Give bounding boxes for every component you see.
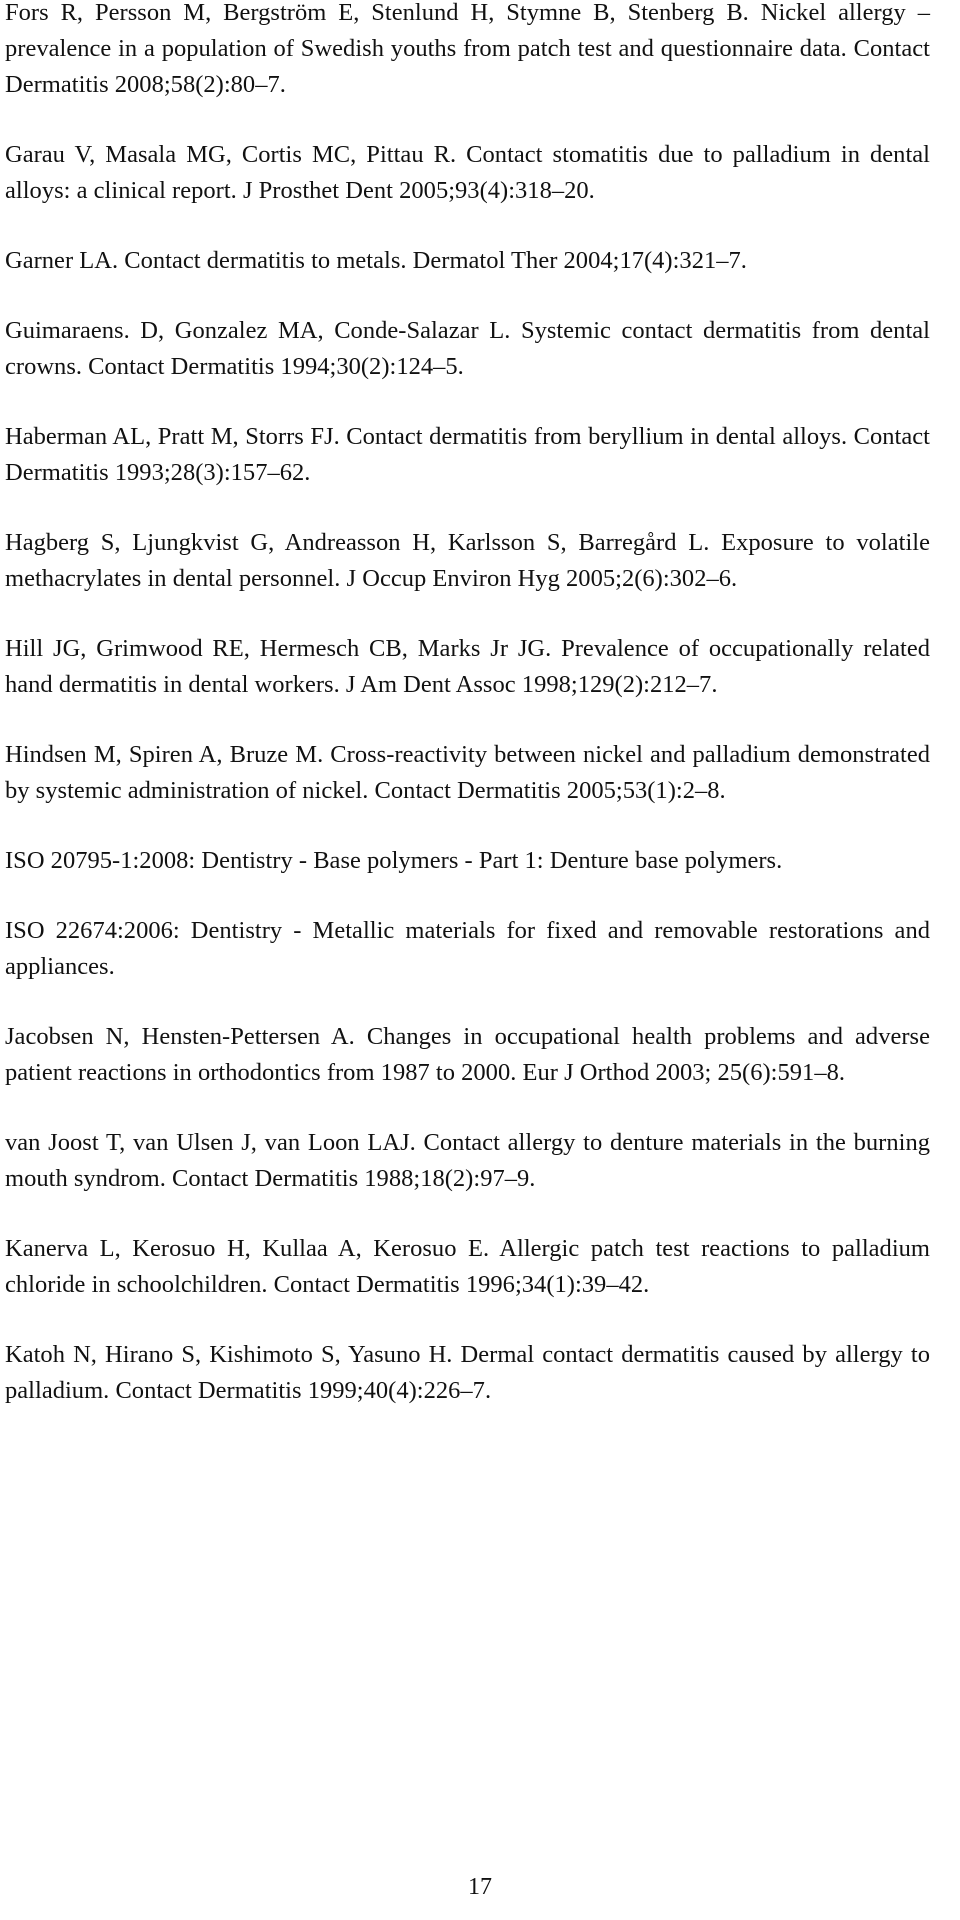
reference-item: van Joost T, van Ulsen J, van Loon LAJ. Contact allergy to denture materials in the burning mouth syndrom. Contact Dermatitis 1988;18(2):97–9. <box>5 1129 930 1192</box>
reference-item: Guimaraens. D, Gonzalez MA, Conde-Salazar L. Systemic contact dermatitis from dental crowns. Contact Dermatitis 1994;30(2):124–5. <box>5 317 930 380</box>
reference-item: Garau V, Masala MG, Cortis MC, Pittau R. Contact stomatitis due to palladium in dental alloys: a clinical report. J Prosthet Dent 2005;93(4):318–20. <box>5 141 930 204</box>
page-number: 17 <box>468 1874 492 1900</box>
reference-item: Garner LA. Contact dermatitis to metals. Dermatol Ther 2004;17(4):321–7. <box>5 247 747 274</box>
reference-item: Jacobsen N, Hensten-Pettersen A. Changes in occupational health problems and adverse patient reactions in orthodontics from 1987 to 2000. Eur J Orthod 2003; 25(6):591–8. <box>5 1023 930 1086</box>
reference-item: Hagberg S, Ljungkvist G, Andreasson H, Karlsson S, Barregård L. Exposure to volatile methacrylates in dental personnel. J Occup Environ Hyg 2005;2(6):302–6. <box>5 529 930 592</box>
reference-item: Haberman AL, Pratt M, Storrs FJ. Contact dermatitis from beryllium in dental alloys. Contact Dermatitis 1993;28(3):157–62. <box>5 423 930 486</box>
reference-list <box>5 0 930 1443</box>
reference-item: Hill JG, Grimwood RE, Hermesch CB, Marks Jr JG. Prevalence of occupationally related hand dermatitis in dental workers. J Am Dent Assoc 1998;129(2):212–7. <box>5 635 930 698</box>
reference-item: Fors R, Persson M, Bergström E, Stenlund H, Stymne B, Stenberg B. Nickel allergy – prevalence in a population of Swedish youths from patch test and questionnaire data. Contact Dermatitis 2008;58(2):80–7. <box>5 0 930 98</box>
reference-item: Hindsen M, Spiren A, Bruze M. Cross-reactivity between nickel and palladium demonstrated by systemic administration of nickel. Contact Dermatitis 2005;53(1):2–8. <box>5 741 930 804</box>
reference-item: Katoh N, Hirano S, Kishimoto S, Yasuno H. Dermal contact dermatitis caused by allergy to palladium. Contact Dermatitis 1999;40(4):226–7. <box>5 1341 930 1404</box>
reference-item: ISO 22674:2006: Dentistry - Metallic materials for fixed and removable restorations and appliances. <box>5 917 930 980</box>
reference-item: Kanerva L, Kerosuo H, Kullaa A, Kerosuo E. Allergic patch test reactions to palladium chloride in schoolchildren. Contact Dermatitis 1996;34(1):39–42. <box>5 1235 930 1298</box>
reference-item: ISO 20795-1:2008: Dentistry - Base polymers - Part 1: Denture base polymers. <box>5 847 783 874</box>
